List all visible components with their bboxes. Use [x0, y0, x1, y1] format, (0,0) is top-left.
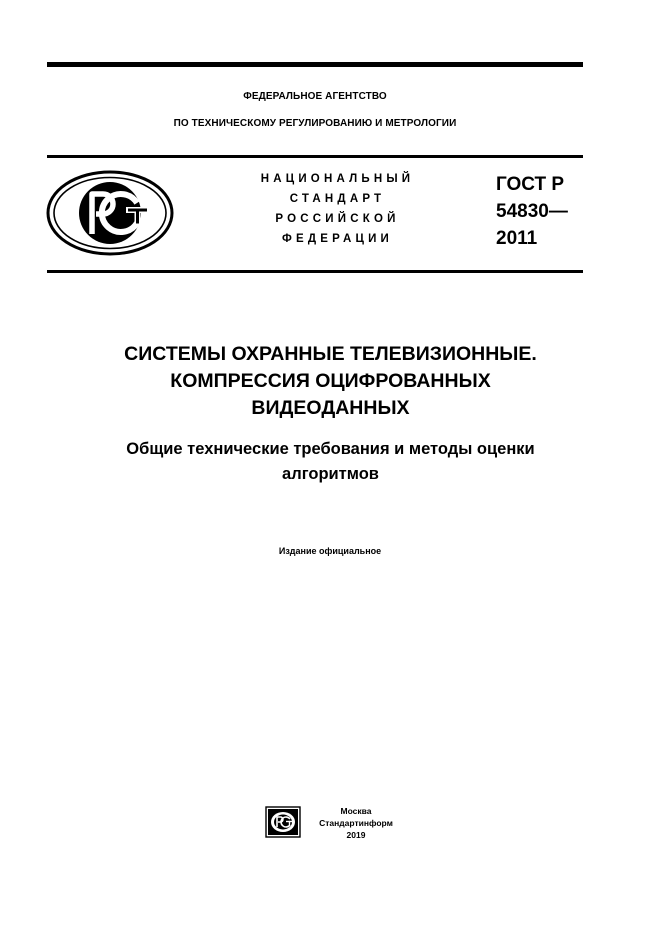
- standartinform-logo-icon: [265, 806, 301, 838]
- top-rule: [47, 62, 583, 67]
- document-title-line3: ВИДЕОДАННЫХ: [251, 397, 410, 419]
- standard-type-line2: СТАНДАРТ: [289, 193, 386, 205]
- standard-type-line4: ФЕДЕРАЦИИ: [281, 233, 394, 245]
- designation-line1: ГОСТ Р: [496, 174, 565, 195]
- publisher-name: Стандартинформ: [319, 818, 393, 828]
- middle-rule: [47, 155, 583, 158]
- document-subtitle-line2: алгоритмов: [282, 465, 379, 483]
- lower-rule: [47, 270, 583, 273]
- designation-line2: 54830—: [496, 201, 568, 222]
- document-title-line2: КОМПРЕССИЯ ОЦИФРОВАННЫХ: [170, 370, 491, 392]
- designation-line3: 2011: [496, 228, 538, 249]
- document-title-line1: СИСТЕМЫ ОХРАННЫЕ ТЕЛЕВИЗИОННЫЕ.: [124, 343, 537, 365]
- standard-type-line1: НАЦИОНАЛЬНЫЙ: [260, 173, 415, 185]
- agency-name-line1: ФЕДЕРАЛЬНОЕ АГЕНТСТВО: [243, 91, 387, 102]
- agency-name-line2: ПО ТЕХНИЧЕСКОМУ РЕГУЛИРОВАНИЮ И МЕТРОЛОГИИ: [173, 118, 457, 129]
- publication-year: 2019: [346, 830, 366, 840]
- publisher-city: Москва: [340, 806, 372, 816]
- document-subtitle-line1: Общие технические требования и методы оценки: [126, 440, 535, 458]
- standard-type-line3: РОССИЙСКОЙ: [275, 213, 400, 225]
- rst-emblem-icon: [46, 170, 174, 256]
- edition-note: Издание официальное: [278, 546, 382, 556]
